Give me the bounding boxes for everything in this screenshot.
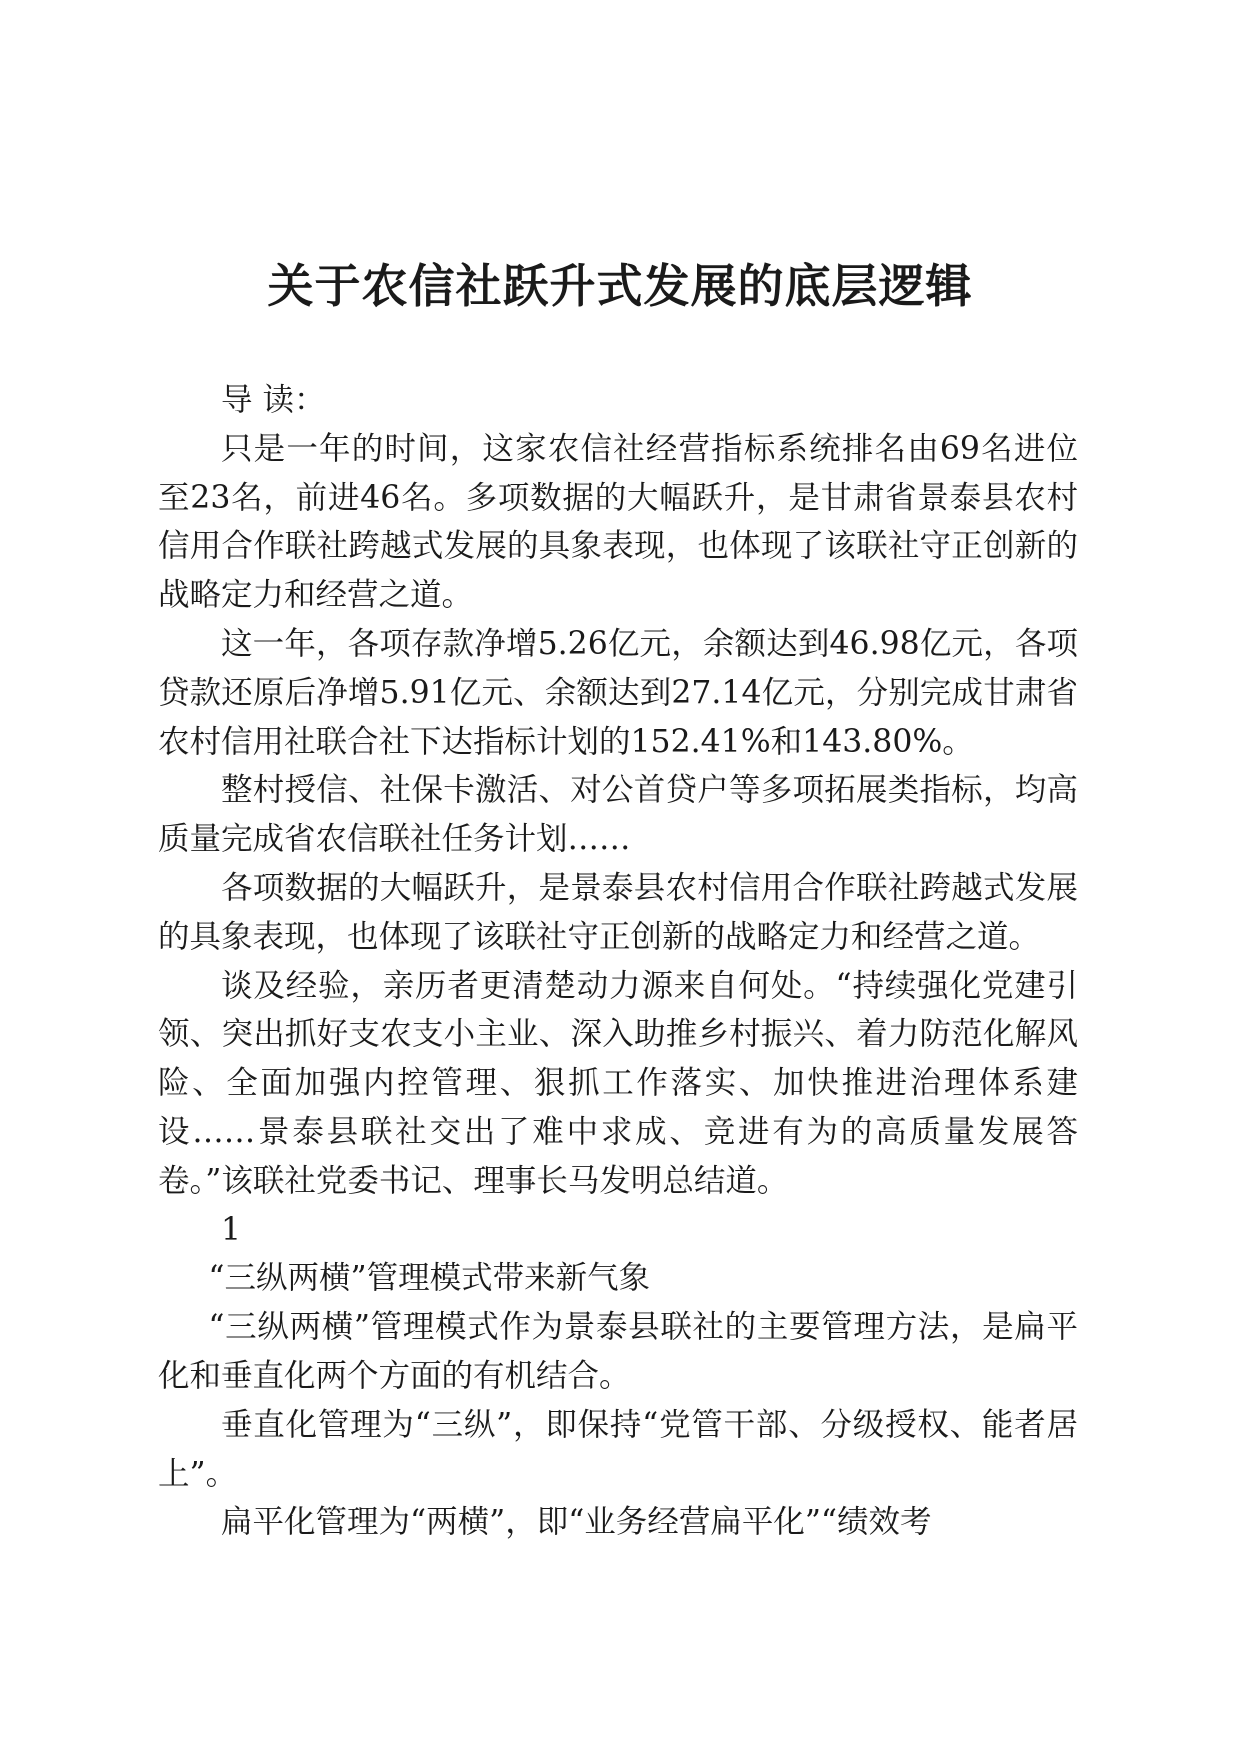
section-number: 1	[221, 1211, 242, 1248]
paragraph: 垂直化管理为“三纵”，即保持“党管干部、分级授权、能者居上”。	[158, 1406, 1078, 1492]
paragraph: 整村授信、社保卡激活、对公首贷户等多项拓展类指标，均高质量完成省农信联社任务计划……	[158, 772, 1078, 858]
paragraph: “三纵两横”管理模式作为景泰县联社的主要管理方法，是扁平化和垂直化两个方面的有机结合。	[158, 1309, 1078, 1394]
paragraph: 扁平化管理为“两横”，即“业务经营扁平化”“绩效考	[221, 1504, 932, 1541]
document-body	[158, 376, 1078, 1547]
paragraph: 谈及经验，亲历者更清楚动力源来自何处。“持续强化党建引领、突出抓好支农支小主业、深入助推乡村振兴、着力防范化解风险、全面加强内控管理、狠抓工作落实、加快推进治理体系建设……景泰县联社交出了难中求成、竞进有为的高质量发展答卷。”该联社党委书记、理事长马发明总结道。	[158, 967, 1078, 1199]
section-heading: “三纵两横”管理模式带来新气象	[208, 1260, 651, 1297]
document-title: 关于农信社跃升式发展的底层逻辑	[267, 259, 973, 313]
paragraph: 只是一年的时间，这家农信社经营指标系统排名由69名进位至23名，前进46名。多项数据的大幅跃升，是甘肃省景泰县农村信用合作联社跨越式发展的具象表现，也体现了该联社守正创新的战略定力和经营之道。	[158, 430, 1078, 614]
lead-label: 导 读：	[221, 382, 326, 418]
paragraph: 各项数据的大幅跃升，是景泰县农村信用合作联社跨越式发展的具象表现，也体现了该联社守正创新的战略定力和经营之道。	[158, 869, 1078, 955]
paragraph: 这一年，各项存款净增5.26亿元，余额达到46.98亿元，各项贷款还原后净增5.91亿元、余额达到27.14亿元，分别完成甘肃省农村信用社联合社下达指标计划的152.41%和143.80%。	[158, 625, 1078, 760]
